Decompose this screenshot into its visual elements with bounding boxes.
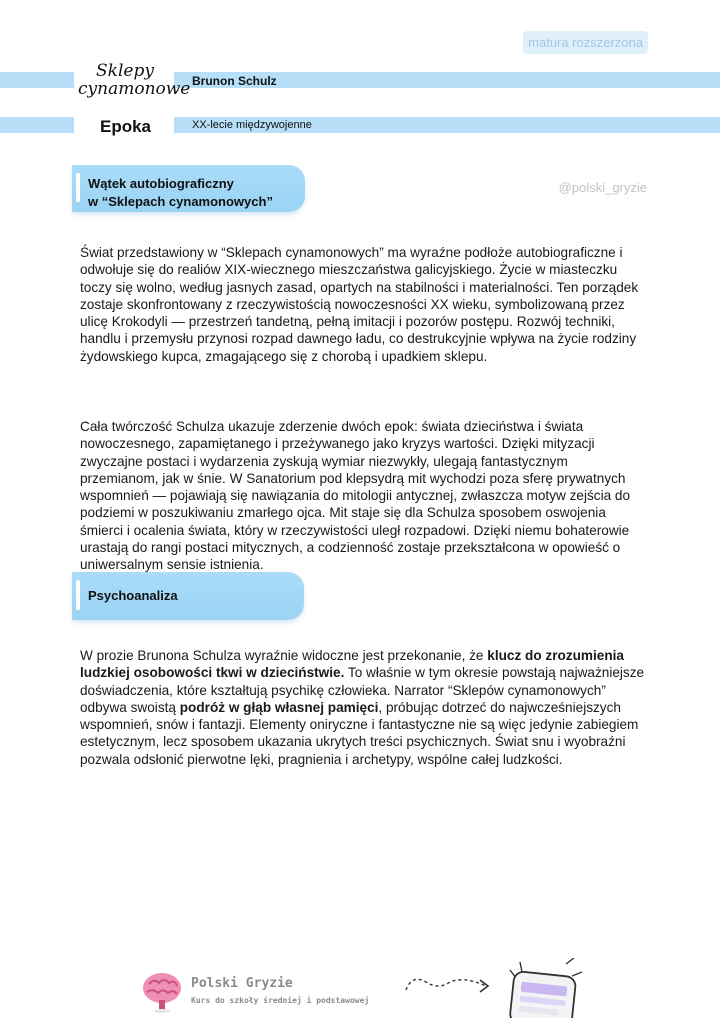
brand-name: Polski Gryzie bbox=[191, 976, 293, 991]
section-heading-psychoanalysis bbox=[72, 572, 304, 620]
paragraph-autobiography-2: Cała twórczość Schulza ukazuje zderzenie dwóch epok: świata dzieciństwa i świata nowoczesnego, zapamiętanego i przeżywanego jako kryzys wartości. Dzięki mityzacji zwyczajne postaci i wydarzenia zyskują wymiar niezwykły, ulegają fantastycznym przemianom, jak w śnie. W Sanatorium pod klepsydrą mit wychodzi poza sferę prywatnych wspomnień — pojawiają się nawiązania do mitologii antycznej, zwłaszcza motyw zejścia do podziemi w poszukiwaniu zmarłego ojca. Mit staje się dla Schulza sposobem oswojenia śmierci i ocalenia świata, który w rzeczywistości uległ rozpadowi. Dzięki niemu bohaterowie urastają do rangi postaci mitycznych, a codzienność zostaje przekształcona w opowieść o uniwersalnym sensie istnienia. bbox=[80, 419, 631, 573]
paragraph-autobiography-1: Świat przedstawiony w “Sklepach cynamonowych” ma wyraźne podłoże autobiograficzne i odwołuje się do realiów XIX-wiecznego mieszczaństwa galicyjskiego. Życie w miasteczku toczy się wolno, według jasnych zasad, opartych na stabilności i materialności. Ten porządek zostaje skonfrontowany z rzeczywistością nowoczesności XX wieku, symbolizowaną przez ulicę Krokodyli — przestrzeń tandetną, pełną imitacji i pozorów postępu. Rozwój techniki, handlu i przemysłu przynosi rozpad dawnego ładu, co destrukcyjnie wpływa na życie rodziny żydowskiego kupca, zmagającego się z chorobą i upadkiem sklepu. bbox=[80, 245, 639, 364]
emphasis-text: klucz do zrozumienia ludzkiej osobowości tkwi w dzieciństwie. bbox=[80, 648, 624, 681]
level-badge: matura rozszerzona bbox=[523, 31, 648, 54]
social-handle: @polski_gryzie bbox=[558, 180, 647, 195]
logo-line-2: cynamonowe bbox=[78, 79, 191, 99]
section-title-line-2: w “Sklepach cynamonowych” bbox=[88, 194, 273, 209]
emphasis-text: podróż w głąb własnej pamięci bbox=[179, 699, 379, 715]
logo-line-1: Sklepy bbox=[96, 61, 154, 81]
text-run: , próbując dotrzeć do najwcześniejszych wspomnień, snów i fantazji. Elementy oniryczne i fantastyczne nie są więc jedynie zabiegiem estetycznym, lecz sposobem ukazania ukrytych treści psychicznych. Świat snu i wyobraźni pozwala odsłonić pierwotne lęki, pragnienia i archetypy, wspólne całej ludzkości. bbox=[80, 699, 639, 767]
paragraph-psychoanalysis bbox=[80, 647, 646, 768]
section-title-line-1: Wątek autobiograficzny bbox=[88, 176, 234, 191]
phone-icon bbox=[500, 958, 600, 1018]
brain-icon bbox=[139, 968, 185, 1014]
text-run: W prozie Brunona Schulza wyraźnie widoczne jest przekonanie, że bbox=[80, 648, 488, 663]
epoch-value: XX-lecie międzywojenne bbox=[192, 119, 312, 131]
section-heading-autobiography bbox=[72, 165, 305, 212]
book-title-logo bbox=[78, 61, 191, 99]
epoch-label: Epoka bbox=[100, 117, 152, 136]
author-name: Brunon Schulz bbox=[192, 74, 277, 88]
text-run: To właśnie w tym okresie powstają najważniejsze doświadczenia, które kształtują psychikę człowieka. Narrator “Sklepów cynamonowych” odbywa swoistą bbox=[80, 665, 645, 715]
arrow-icon bbox=[402, 968, 494, 1004]
section-title bbox=[88, 175, 273, 211]
section-title: Psychoanaliza bbox=[88, 588, 178, 603]
brand-subtitle: Kurs do szkoły średniej i podstawowej bbox=[191, 996, 370, 1005]
